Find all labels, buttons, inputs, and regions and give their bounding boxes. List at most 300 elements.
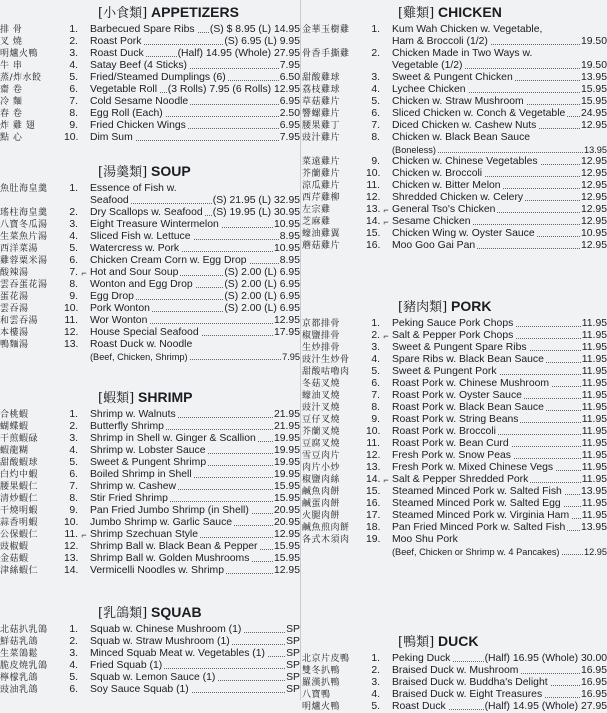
menu-item-number: 6. (69, 469, 78, 480)
menu-item-price: 12.95 (584, 547, 607, 557)
menu-item-name (90, 36, 223, 48)
menu-item (302, 228, 607, 240)
menu-item-name (392, 402, 581, 414)
menu-item-name (392, 216, 580, 228)
menu-item-price: 7.95 (279, 60, 300, 71)
menu-item-number: 3. (69, 433, 78, 444)
menu-item-name-text: Vegetable Roll (90, 84, 158, 95)
menu-item-chinese-name: 北京片皮鴨 (302, 654, 350, 664)
menu-item-price: 12.95 (580, 156, 607, 167)
menu-item-name-text: Vegetable (1/2) (392, 60, 463, 71)
menu-item-name-text: Sweet & Pungent Spare Ribs (392, 342, 527, 353)
menu-item (302, 462, 607, 474)
menu-item-chinese-name: 西芹雞柳 (302, 193, 341, 203)
menu-item-number: 2. (69, 207, 78, 218)
menu-item (0, 517, 300, 529)
menu-item-number: 9. (69, 505, 78, 516)
spicy-icon: ⌐ (383, 205, 389, 215)
menu-item-name (90, 303, 223, 315)
menu-item-price: 11.95 (581, 330, 607, 341)
menu-item-chinese-name: 豉椒蝦 (0, 542, 29, 552)
menu-items-list (0, 183, 300, 363)
section-heading-english: SQUAB (151, 604, 202, 620)
menu-item-price: 11.95 (581, 366, 607, 377)
menu-item-number: 9. (69, 291, 78, 302)
menu-item-price: 2.50 (279, 108, 300, 119)
menu-item (302, 318, 607, 330)
menu-item-price: SP (286, 636, 300, 647)
menu-item-price: 12.95 (580, 216, 607, 227)
menu-item-chinese-name: 芥蘭叉燒 (302, 427, 341, 437)
menu-item-name-text: Lychee Chicken (392, 84, 466, 95)
menu-item (0, 660, 300, 672)
menu-item-name (90, 327, 273, 339)
menu-item-number: 15. (366, 486, 381, 497)
menu-item-price: 10.95 (580, 228, 607, 239)
menu-item-chinese-name: 雞蓉粟米湯 (0, 256, 48, 266)
menu-item-chinese-name: 肉片小炒 (302, 463, 341, 473)
menu-item-name-text: Shrimp w. Cashew (90, 481, 177, 492)
menu-item-number: 2. (69, 421, 78, 432)
menu-item-name-text: Roast Pork w. String Beans (392, 414, 519, 425)
menu-item-price: 13.95 (580, 72, 607, 83)
menu-item (302, 84, 607, 96)
menu-item (302, 534, 607, 546)
menu-item-number: 2. (371, 48, 380, 59)
menu-item-number: 16. (366, 240, 381, 251)
menu-item-name (90, 195, 212, 207)
menu-item-name-text: House Special Seafood (90, 327, 199, 338)
menu-item-name-text: Pan Fried Minced Pork w. Salted Fish (392, 522, 566, 533)
menu-item (302, 653, 607, 665)
menu-item-number: 1. (69, 409, 78, 420)
section-heading-english: SOUP (151, 163, 191, 179)
menu-item-price: 19.95 (273, 445, 300, 456)
menu-item-chinese-name: 和雲吞湯 (0, 316, 39, 326)
menu-item (0, 132, 300, 144)
menu-item-price: SP (286, 684, 300, 695)
menu-item-name-text: Shrimp Szechuan Style (90, 529, 199, 540)
menu-item (0, 541, 300, 553)
menu-item (302, 402, 607, 414)
menu-item-price: 7.95 (282, 352, 300, 362)
menu-item-chinese-name: 雪豆肉片 (302, 451, 341, 461)
menu-item-name (392, 156, 580, 168)
menu-item-price: 12.95 (580, 120, 607, 131)
menu-item-name-text: Shrimp Ball w. Golden Mushrooms (90, 553, 250, 564)
menu-item-number: 2. (371, 665, 380, 676)
menu-item-price: 6.95 (279, 96, 300, 107)
menu-item-name (90, 648, 285, 660)
menu-item-name (90, 684, 285, 696)
menu-item-name-text: Fried Chicken Wings (90, 120, 186, 131)
menu-item-name (392, 342, 581, 354)
menu-item-chinese-name: 合桃蝦 (0, 410, 29, 420)
menu-item-name (392, 168, 580, 180)
menu-item-price: 11.95 (581, 426, 607, 437)
menu-item-price: 12.95 (273, 529, 300, 540)
menu-item (302, 180, 607, 192)
menu-item-name (90, 351, 281, 363)
menu-item-name-text: Squab w. Straw Mushroom (1) (90, 636, 230, 647)
menu-item-name-text: Cold Sesame Noodle (90, 96, 189, 107)
menu-item-name (392, 366, 581, 378)
menu-item-name-text: Chicken w. Straw Mushroom (392, 96, 524, 107)
section-heading-chinese: [鴨類] (398, 635, 435, 650)
menu-item-price: (S) 21.95 (L) 32.95 (212, 195, 300, 206)
section-heading-english: SHRIMP (138, 389, 193, 405)
menu-item-name (392, 318, 581, 330)
menu-item-name-text: Shredded Chicken w. Celery (392, 192, 524, 203)
menu-item (302, 546, 607, 558)
menu-item-name (392, 689, 580, 701)
menu-item-chinese-name: 雲吞湯 (0, 304, 29, 314)
menu-item-name (90, 219, 273, 231)
menu-item-number: 3. (371, 72, 380, 83)
menu-item-name (90, 315, 273, 327)
section-heading-english: APPETIZERS (151, 4, 239, 20)
menu-item (0, 445, 300, 457)
menu-item-name-text: Roast Pork w. Oyster Sauce (392, 390, 522, 401)
menu-item (0, 255, 300, 267)
menu-item-name (392, 522, 580, 534)
menu-item-chinese-name: 津絲蝦仁 (0, 566, 39, 576)
menu-item-number: 8. (69, 108, 78, 119)
menu-item-number: 5. (69, 243, 78, 254)
menu-item-name-text: Shrimp Ball w. Black Bean & Pepper (90, 541, 258, 552)
menu-item-name-text: Sliced Fish w. Lettuce (90, 231, 191, 242)
menu-item-number: 1. (69, 183, 78, 194)
menu-item-chinese-name: 叉 燒 (0, 37, 23, 47)
menu-item-number: 10. (64, 132, 79, 143)
menu-item-chinese-name: 豉汁叉燒 (302, 403, 341, 413)
section-heading (0, 602, 300, 622)
menu-item-price: 15.95 (580, 84, 607, 95)
menu-item (0, 243, 300, 255)
menu-item-price: (Half) 16.95 (Whole) 30.00 (484, 653, 607, 664)
menu-item-name-text: Peking Duck (392, 653, 451, 664)
menu-item (302, 677, 607, 689)
menu-item-name (392, 546, 583, 558)
menu-item (302, 120, 607, 132)
menu-item-number: 7. (69, 96, 78, 107)
menu-item-name-text: Steamed Minced Pork w. Salted Egg (392, 498, 561, 509)
menu-item-number: 5. (371, 701, 380, 712)
menu-item-chinese-name: 豆腐叉燒 (302, 439, 341, 449)
menu-item-price: 13.95 (580, 486, 607, 497)
menu-item-chinese-name: 各式木須肉 (302, 535, 350, 545)
section-heading-chinese: [蝦類] (98, 391, 135, 406)
menu-item-name (392, 701, 484, 713)
menu-item-price: SP (286, 672, 300, 683)
menu-item-price: 11.95 (581, 354, 607, 365)
menu-item-price: 11.95 (581, 450, 607, 461)
menu-item-price: 12.95 (580, 240, 607, 251)
menu-item (0, 327, 300, 339)
menu-item-name-text: Barbecued Spare Ribs (90, 24, 195, 35)
section-heading-english: PORK (451, 298, 492, 314)
spicy-icon: ⌐ (383, 331, 389, 341)
menu-item-number: 1. (371, 653, 380, 664)
menu-item (0, 457, 300, 469)
menu-item-number: 13. (64, 339, 79, 350)
menu-item-chinese-name: 脆皮燒乳鴿 (0, 661, 48, 671)
menu-item-price: SP (286, 648, 300, 659)
menu-item (0, 48, 300, 60)
menu-item-number: 2. (371, 330, 380, 341)
menu-item-chinese-name: 甜酸蝦球 (0, 458, 39, 468)
menu-item-chinese-name: 八寶冬瓜湯 (0, 220, 48, 230)
menu-item-price: 6.95 (279, 120, 300, 131)
menu-item-chinese-name: 鴨麵湯 (0, 340, 29, 350)
menu-item-name-text: Vermicelli Noodles w. Shrimp (90, 565, 224, 576)
menu-item-name-text: Roast Duck (90, 48, 144, 59)
menu-item-name (90, 421, 273, 433)
menu-item-number: 1. (69, 624, 78, 635)
menu-item-name (392, 192, 580, 204)
menu-item-name-text: Roast Pork w. Black Bean Sauce (392, 402, 544, 413)
menu-item-name-text: Chicken w. Broccoli (392, 168, 483, 179)
menu-item (0, 279, 300, 291)
menu-item-number: 17. (366, 510, 381, 521)
menu-item-name-text: Boiled Shrimp in Shell (90, 469, 192, 480)
menu-item-name-text: Braised Duck w. Buddha's Delight (392, 677, 548, 688)
menu-item-name-text: Diced Chicken w. Cashew Nuts (392, 120, 537, 131)
menu-item-name-text: Fried/Steamed Dumplings (6) (90, 72, 226, 83)
menu-item-number: 12. (366, 450, 381, 461)
menu-item (0, 339, 300, 351)
menu-item (302, 450, 607, 462)
menu-item-number: 8. (371, 132, 380, 143)
menu-items-list (0, 24, 300, 144)
menu-item-price: 16.95 (580, 677, 607, 688)
menu-item-price: (S) 2.00 (L) 6.95 (224, 279, 300, 290)
menu-item (0, 72, 300, 84)
menu-item (302, 342, 607, 354)
menu-item-number: 11. (366, 438, 380, 449)
menu-item-number: 12. (64, 327, 79, 338)
menu-item-chinese-name: 鹹蛋肉餅 (302, 499, 341, 509)
menu-item-chinese-name: 蠔油叉燒 (302, 391, 341, 401)
section-heading-chinese: [豬肉類] (398, 300, 448, 315)
menu-item-number: 5. (69, 672, 78, 683)
menu-item (0, 36, 300, 48)
menu-item-chinese-name: 北菇扒乳鴿 (0, 625, 48, 635)
menu-item (302, 144, 607, 156)
menu-item-chinese-name: 生菜魚片湯 (0, 232, 48, 242)
menu-item-number: 4. (69, 60, 78, 71)
menu-item-name-text: Chicken Wing w. Oyster Sauce (392, 228, 535, 239)
menu-item-name (90, 108, 279, 120)
menu-item-number: 7. (371, 390, 380, 401)
menu-item (0, 421, 300, 433)
menu-item-number: 13. (366, 204, 381, 215)
menu-item-name (392, 474, 581, 486)
menu-item-price: 8.95 (279, 231, 300, 242)
menu-item-chinese-name: 骨香手撕雞 (302, 49, 350, 59)
menu-item-number: 2. (69, 36, 78, 47)
menu-item-price: 10.95 (273, 243, 300, 254)
menu-item (0, 481, 300, 493)
menu-item-price: 11.95 (581, 438, 607, 449)
menu-item-price: 12.95 (273, 565, 300, 576)
menu-item-name-text: Eight Treasure Wintermelon (90, 219, 219, 230)
menu-item-chinese-name: 白灼中蝦 (0, 470, 39, 480)
menu-item-name-text: Sliced Chicken w. Conch & Vegetable (392, 108, 566, 119)
menu-item-name (392, 204, 580, 216)
menu-item-number: 11. (64, 315, 78, 326)
menu-item-number: 7. (69, 267, 78, 278)
menu-item (0, 636, 300, 648)
menu-item-name-text: Ham & Broccoli (1/2) (392, 36, 488, 47)
menu-item-name-text: Chicken Made in Two Ways w. (392, 48, 533, 59)
menu-item-chinese-name: 酸辣湯 (0, 268, 29, 278)
menu-item (302, 414, 607, 426)
menu-item-name-text: Essence of Fish w. (90, 183, 177, 194)
menu-item-name (392, 72, 580, 84)
menu-item-chinese-name: 生菜鴿鬆 (0, 649, 39, 659)
menu-item-price: 6.50 (279, 72, 300, 83)
menu-item-name (392, 438, 581, 450)
menu-item-chinese-name: 響螺雞片 (302, 109, 341, 119)
menu-item-number: 7. (371, 120, 380, 131)
menu-item (0, 231, 300, 243)
menu-item-price: 11.95 (581, 318, 607, 329)
menu-item (0, 183, 300, 195)
menu-item-chinese-name: 鹹魚肉餅 (302, 487, 341, 497)
menu-item-name (392, 426, 581, 438)
section-heading (302, 631, 607, 651)
menu-item-price: 12.95 (580, 180, 607, 191)
menu-item-price: (Half) 14.95 (Whole) 27.95 (484, 701, 607, 712)
menu-item-name-text: Fresh Pork w. Mixed Chinese Vegs (392, 462, 554, 473)
menu-items-list (302, 24, 607, 252)
menu-item-name-text: Roast Pork (90, 36, 142, 47)
menu-item (302, 204, 607, 216)
menu-item-name (90, 72, 279, 84)
menu-item-name (392, 498, 581, 510)
menu-item (302, 510, 607, 522)
menu-item-name (90, 84, 167, 96)
menu-item (302, 354, 607, 366)
menu-item-number: 1. (69, 24, 78, 35)
menu-item-name-text: Steamed Minced Pork w. Salted Fish (392, 486, 562, 497)
menu-item-chinese-name: 豉汁生炒骨 (302, 355, 350, 365)
menu-item-name-text: Jumbo Shrimp w. Garlic Sauce (90, 517, 233, 528)
menu-item-name (90, 672, 285, 684)
spicy-icon: ⌐ (81, 530, 87, 540)
menu-item-name-text: Salt & Pepper Shredded Pork (392, 474, 529, 485)
menu-item-number: 5. (371, 96, 380, 107)
menu-item (0, 553, 300, 565)
menu-item-name-text: Sweet & Pungent Chicken (392, 72, 513, 83)
menu-item-chinese-name: 京都排骨 (302, 319, 341, 329)
menu-item-name-text: Roast Duck (392, 701, 446, 712)
menu-item-price: (S) 19.95 (L) 30.95 (212, 207, 300, 218)
menu-item-name-text: Minced Squab Meat w. Vegetables (1) (90, 648, 266, 659)
menu-item-number: 9. (371, 414, 380, 425)
menu-item-name (90, 183, 299, 195)
menu-item-price: 12.95 (273, 315, 300, 326)
menu-item-name (90, 553, 273, 565)
menu-item-price: SP (286, 660, 300, 671)
menu-item-name-text: Roast Pork w. Chinese Mushroom (392, 378, 550, 389)
menu-item (0, 267, 300, 279)
menu-item-chinese-name: 明爐火鴨 (302, 702, 341, 712)
menu-item-name (90, 445, 273, 457)
menu-item-name-text: Chicken w. Chinese Vegetables (392, 156, 538, 167)
menu-item-name-text: Salt & Pepper Pork Chops (392, 330, 514, 341)
menu-item-chinese-name: 點 心 (0, 133, 23, 143)
menu-item-name (392, 108, 580, 120)
menu-item-name-text: Braised Duck w. Mushroom (392, 665, 519, 676)
menu-item-number: 13. (64, 553, 79, 564)
menu-item-chinese-name: 豉汁雞片 (302, 133, 341, 143)
menu-item-price: 17.95 (273, 327, 300, 338)
section-heading-english: DUCK (438, 633, 479, 649)
menu-item (302, 108, 607, 120)
menu-item (0, 84, 300, 96)
menu-item-name (90, 541, 273, 553)
menu-item (302, 378, 607, 390)
menu-item-name-text: Hot and Sour Soup (90, 267, 179, 278)
menu-item-name-text: Stir Fried Shrimp (90, 493, 168, 504)
menu-item-number: 6. (69, 255, 78, 266)
menu-item (302, 689, 607, 701)
menu-item (302, 132, 607, 144)
menu-item (0, 96, 300, 108)
menu-item-chinese-name: 春 卷 (0, 109, 23, 119)
section-heading (302, 2, 607, 22)
menu-item-name-text: Chicken Cream Corn w. Egg Drop (90, 255, 247, 266)
menu-item-chinese-name: 椒鹽排骨 (302, 331, 341, 341)
menu-item-price: 15.95 (273, 553, 300, 564)
menu-item-name-text: Wor Wonton (90, 315, 148, 326)
menu-item-number: 2. (69, 636, 78, 647)
section-heading-chinese: [湯羹類] (98, 165, 148, 180)
menu-item-price: 11.95 (581, 402, 607, 413)
menu-item (302, 168, 607, 180)
menu-item-price: 12.95 (580, 192, 607, 203)
menu-item-name-text: Braised Duck w. Eight Treasures (392, 689, 543, 700)
menu-item (0, 291, 300, 303)
menu-item-number: 10. (64, 303, 79, 314)
menu-item (0, 624, 300, 636)
menu-item-name (90, 243, 273, 255)
menu-item (0, 505, 300, 517)
menu-item-name (90, 339, 299, 351)
menu-item-name (90, 231, 279, 243)
menu-item (0, 315, 300, 327)
menu-item-name (90, 24, 209, 36)
menu-item-name-text: Pork Wonton (90, 303, 150, 314)
menu-item (0, 195, 300, 207)
menu-items-list (302, 318, 607, 558)
menu-item (302, 366, 607, 378)
menu-item-number: 8. (371, 402, 380, 413)
menu-item-name-text: Dim Sum (90, 132, 133, 143)
menu-item-name-text: Pan Fried Jumbo Shrimp (in Shell) (90, 505, 249, 516)
menu-item-name (90, 409, 273, 421)
menu-item (302, 426, 607, 438)
menu-item-name (90, 96, 279, 108)
section-heading (0, 161, 300, 181)
menu-item-number: 4. (69, 660, 78, 671)
menu-item (0, 529, 300, 541)
menu-item-price: (S) 2.00 (L) 6.95 (224, 291, 300, 302)
menu-item (302, 486, 607, 498)
menu-item-chinese-name: 魚肚海皇羹 (0, 184, 48, 194)
